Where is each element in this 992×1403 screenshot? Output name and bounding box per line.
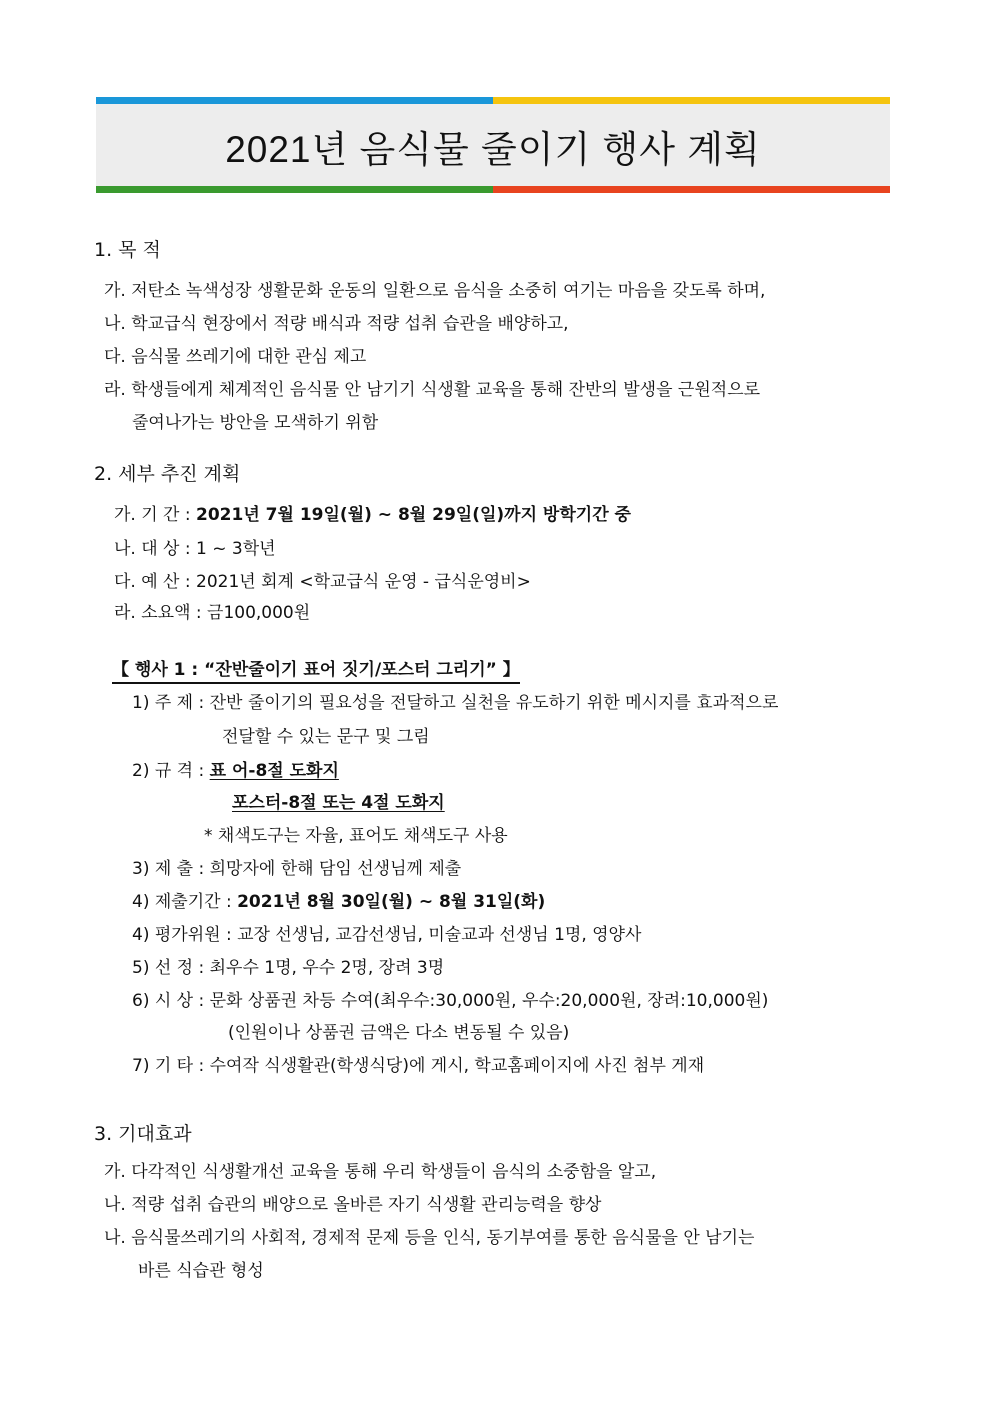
deadline-label: 4) 제출기간 : xyxy=(132,892,238,912)
section1-item: 가. 저탄소 녹색성장 생활문화 운동의 일환으로 음식을 소중히 여기는 마음을 갖도록 하며, xyxy=(104,281,766,301)
event1-etc: 7) 기 타 : 수여작 식생활관(학생식당)에 게시, 학교홈페이지에 사진 첨부 게재 xyxy=(132,1056,705,1076)
event1-submit: 3) 제 출 : 희망자에 한해 담임 선생님께 제출 xyxy=(132,859,462,879)
title-bar-bottom-right xyxy=(493,186,890,193)
spec-label: 2) 규 격 : xyxy=(132,761,210,781)
section1-item: 나. 학교급식 현장에서 적량 배식과 적량 섭취 습관을 배양하고, xyxy=(104,314,569,334)
period-line xyxy=(114,504,631,526)
section3-item: 나. 음식물쓰레기의 사회적, 경제적 문제 등을 인식, 동기부여를 통한 음식물을 안 남기는 xyxy=(104,1228,755,1248)
event1-topic-cont: 전달할 수 있는 문구 및 그림 xyxy=(222,727,430,747)
section3-item-cont: 바른 식습관 형성 xyxy=(138,1261,264,1281)
event1-judges: 4) 평가위원 : 교장 선생님, 교감선생님, 미술교과 선생님 1명, 영양사 xyxy=(132,925,642,945)
spec-value-slogan: 표 어-8절 도화지 xyxy=(209,761,339,781)
cost-line: 라. 소요액 : 금100,000원 xyxy=(114,603,311,623)
event1-heading-wrap xyxy=(112,659,520,681)
event1-spec xyxy=(132,760,339,782)
event1-heading: 【 행사 1 : “잔반줄이기 표어 짓기/포스터 그리기” 】 xyxy=(112,660,520,684)
event1-topic: 1) 주 제 : 잔반 줄이기의 필요성을 전달하고 실천을 유도하기 위한 메시지를 효과적으로 xyxy=(132,693,779,713)
deadline-value: 2021년 8월 30일(월) ~ 8월 31일(화) xyxy=(237,892,546,912)
title-bar-top-right xyxy=(493,97,890,104)
budget-line: 다. 예 산 : 2021년 회계 <학교급식 운영 - 급식운영비> xyxy=(114,572,531,592)
title-bar-bottom-left xyxy=(96,186,493,193)
spec-note: * 채색도구는 자율, 표어도 채색도구 사용 xyxy=(204,826,508,846)
event1-deadline xyxy=(132,891,545,913)
event1-selection: 5) 선 정 : 최우수 1명, 우수 2명, 장려 3명 xyxy=(132,958,445,978)
section1-item: 라. 학생들에게 체계적인 음식물 안 남기기 식생활 교육을 통해 잔반의 발생을 근원적으로 xyxy=(104,380,761,400)
section3-item: 가. 다각적인 식생활개선 교육을 통해 우리 학생들이 음식의 소중함을 알고, xyxy=(104,1162,657,1182)
spec-value-poster: 포스터-8절 또는 4절 도화지 xyxy=(232,793,445,813)
section2-heading: 2. 세부 추진 계획 xyxy=(94,463,241,485)
event1-award: 6) 시 상 : 문화 상품권 차등 수여(최우수:30,000원, 우수:20,000원, 장려:10,000원) xyxy=(132,991,769,1011)
period-value: 2021년 7월 19일(월) ~ 8월 29일(일)까지 방학기간 중 xyxy=(196,505,631,525)
target-line: 나. 대 상 : 1 ~ 3학년 xyxy=(114,539,276,559)
section3-heading: 3. 기대효과 xyxy=(94,1123,192,1145)
section1-item-cont: 줄여나가는 방안을 모색하기 위함 xyxy=(132,413,379,433)
period-label: 가. 기 간 : xyxy=(114,505,197,525)
section3-item: 나. 적량 섭취 습관의 배양으로 올바른 자기 식생활 관리능력을 향상 xyxy=(104,1195,602,1215)
title-box xyxy=(96,97,890,193)
title-bar-top-left xyxy=(96,97,493,104)
page-title: 2021년 음식물 줄이기 행사 계획 xyxy=(225,129,761,170)
event1-award-note: (인원이나 상품권 금액은 다소 변동될 수 있음) xyxy=(228,1023,570,1043)
section1-item: 다. 음식물 쓰레기에 대한 관심 제고 xyxy=(104,347,367,367)
section1-heading: 1. 목 적 xyxy=(94,239,161,261)
